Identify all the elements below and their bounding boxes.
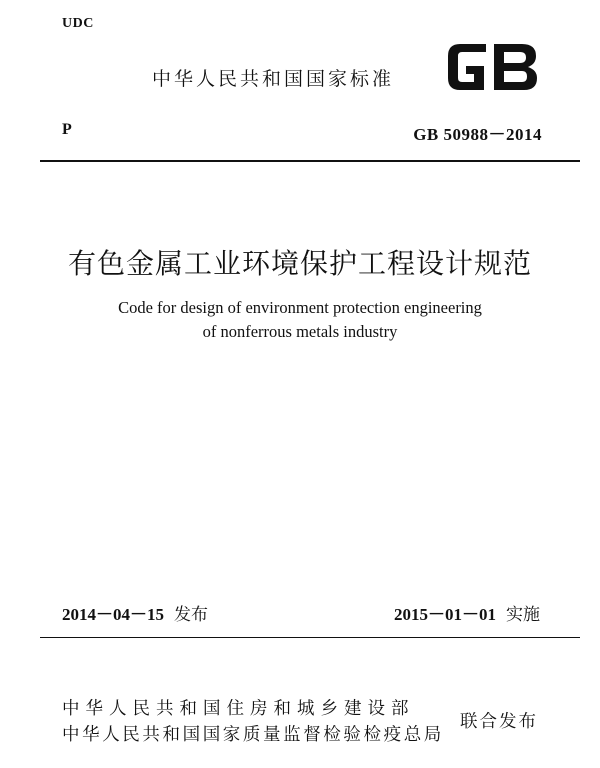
gb-logo — [442, 38, 542, 96]
implementation-date — [394, 600, 540, 625]
issue-date-value: 2014－04－15 — [62, 605, 164, 624]
issuer-aqsiq: 中华人民共和国国家质量监督检验检疫总局 — [62, 725, 444, 745]
category-code: P — [62, 121, 72, 138]
standard-number: GB 50988－2014 — [413, 125, 542, 144]
implementation-date-value: 2015－01－01 — [394, 605, 496, 624]
issue-date — [62, 600, 208, 625]
issuer-ministry: 中华人民共和国住房和城乡建设部 — [62, 699, 415, 719]
document-title-en — [0, 296, 600, 344]
title-en-line1: Code for design of environment protection engineering — [118, 298, 482, 317]
implementation-date-label: 实施 — [506, 605, 540, 625]
udc-label: UDC — [62, 16, 94, 31]
title-en-line2: of nonferrous metals industry — [202, 322, 398, 341]
issue-date-label: 发布 — [174, 605, 208, 625]
top-divider — [40, 160, 580, 162]
bottom-divider — [40, 637, 580, 638]
joint-issue-label: 联合发布 — [460, 712, 538, 732]
national-standard-heading: 中华人民共和国国家标准 — [152, 68, 395, 90]
document-title-zh: 有色金属工业环境保护工程设计规范 — [67, 247, 532, 280]
